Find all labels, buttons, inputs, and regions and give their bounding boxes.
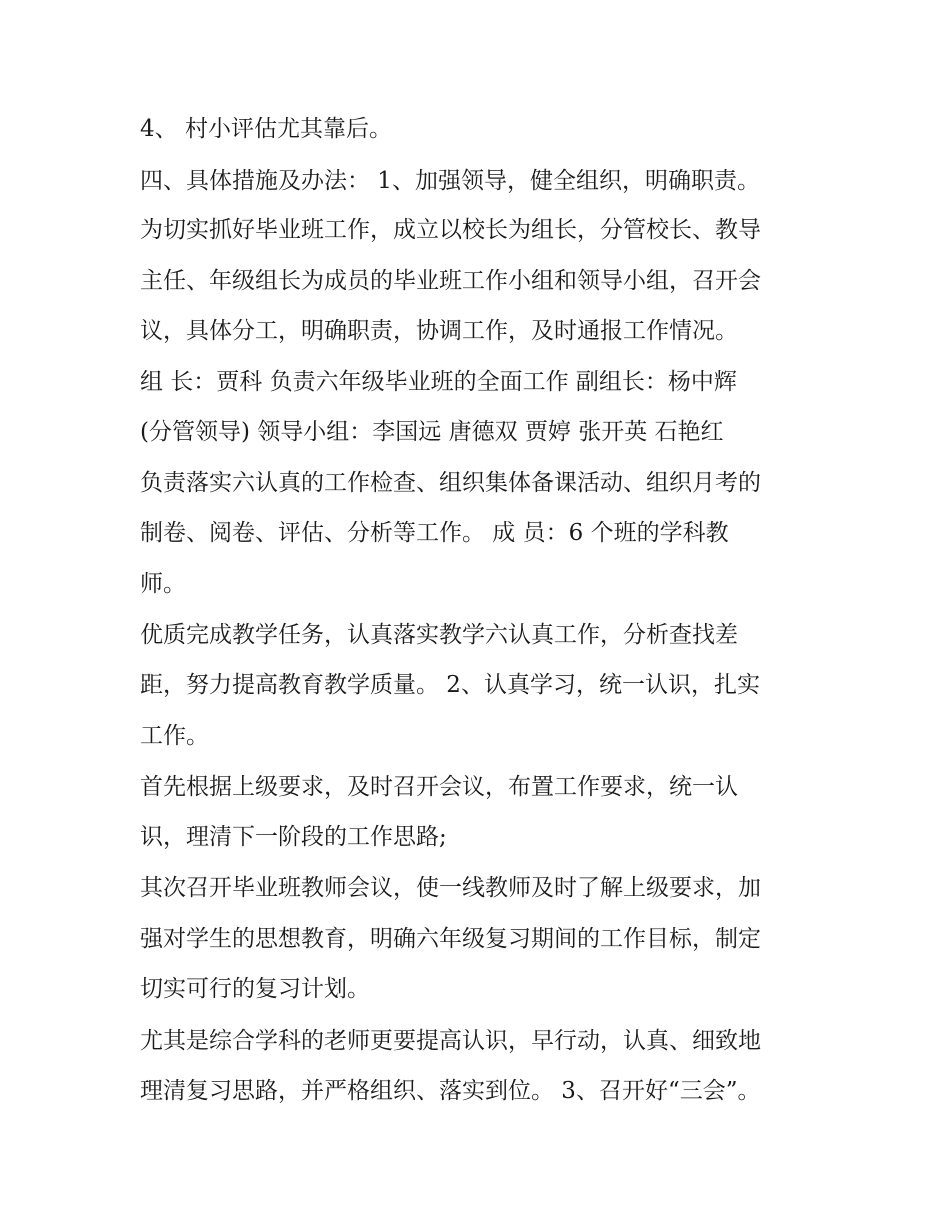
text-line: 制卷、阅卷、评估、分析等工作。 成 员：6 个班的学科教 (140, 520, 729, 546)
text-line: 其次召开毕业班教师会议，使一线教师及时了解上级要求，加 (140, 875, 761, 901)
text-line: 尤其是综合学科的老师更要提高认识，早行动，认真、细致地 (140, 1028, 761, 1054)
text-line: 距，努力提高教育教学质量。 2、认真学习，统一认识，扎实 (140, 672, 760, 698)
text-line: 首先根据上级要求，及时召开会议，布置工作要求，统一认 (140, 774, 738, 800)
text-line: 师。 (140, 571, 186, 597)
text-line: 4、 村小评估尤其靠后。 (140, 116, 392, 142)
text-line: 理清复习思路，并严格组织、落实到位。 3、召开好“三会”。 (140, 1078, 761, 1104)
text-line: 四、具体措施及办法： 1、加强领导，健全组织，明确职责。 (140, 168, 760, 194)
text-line: 工作。 (140, 723, 209, 749)
text-line: 负责落实六认真的工作检查、组织集体备课活动、组织月考的 (140, 470, 761, 496)
text-line: (分管领导) 领导小组：李国远 唐德双 贾婷 张开英 石艳红 (140, 419, 724, 445)
text-line: 主任、年级组长为成员的毕业班工作小组和领导小组，召开会 (140, 268, 761, 294)
text-line: 为切实抓好毕业班工作，成立以校长为组长，分管校长、教导 (140, 217, 761, 243)
text-line: 强对学生的思想教育，明确六年级复习期间的工作目标，制定 (140, 926, 761, 952)
text-line: 切实可行的复习计划。 (140, 976, 370, 1002)
text-line: 识，理清下一阶段的工作思路; (140, 824, 447, 850)
text-line: 议，具体分工，明确职责，协调工作，及时通报工作情况。 (140, 318, 738, 344)
text-line: 组 长：贾科 负责六年级毕业班的全面工作 副组长：杨中辉 (140, 369, 737, 395)
text-line: 优质完成教学任务，认真落实教学六认真工作，分析查找差 (140, 622, 738, 648)
